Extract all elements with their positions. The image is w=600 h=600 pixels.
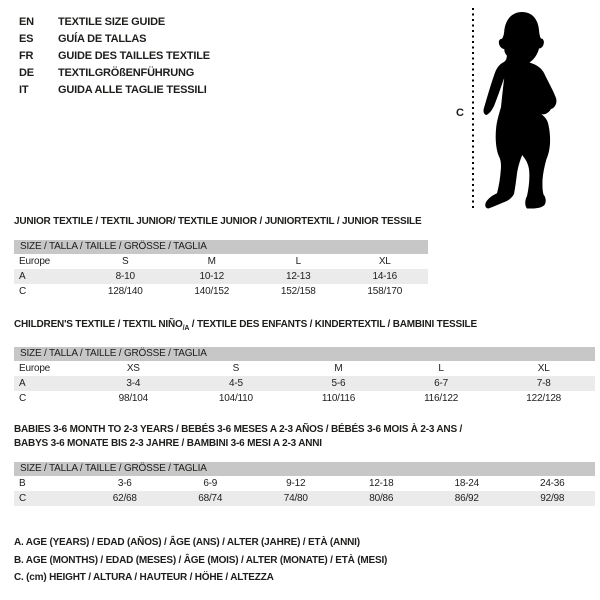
table-size-header: SIZE / TALLA / TAILLE / GRÖSSE / TAGLIA [14, 347, 595, 361]
row-label: B [19, 478, 26, 489]
size-value-cell: XS [126, 363, 140, 374]
section-title-segment: BABYS 3-6 MONATE BIS 2-3 JAHRE / BAMBINI 3-6 MESI A 2-3 ANNI [14, 438, 322, 449]
size-value-cell: 7-8 [536, 378, 551, 389]
language-guide-title: GUÍA DE TALLAS [58, 33, 147, 45]
table-size-header: SIZE / TALLA / TAILLE / GRÖSSE / TAGLIA [14, 462, 595, 476]
size-value-cell: 4-5 [228, 378, 243, 389]
language-guide-title: GUIDE DES TAILLES TEXTILE [58, 50, 210, 62]
legend-line: C. (cm) HEIGHT / ALTURA / HAUTEUR / HÖHE / ALTEZZA [14, 572, 274, 583]
row-label: C [19, 393, 27, 404]
section-title-segment: / TEXTILE DES ENFANTS / KINDERTEXTIL / BAMBINI TESSILE [189, 319, 477, 330]
legend-line: B. AGE (MONTHS) / EDAD (MESES) / ÂGE (MOIS) / ALTER (MONATE) / ETÀ (MESI) [14, 554, 388, 566]
size-value-cell: M [334, 363, 343, 374]
size-value-cell: 104/110 [218, 393, 253, 404]
measurement-legend [14, 534, 387, 587]
language-code: EN [19, 16, 34, 28]
language-row [19, 65, 210, 82]
section-title-line [14, 423, 595, 437]
size-value-cell: 18-24 [454, 478, 480, 489]
baby-silhouette-icon [481, 8, 569, 210]
size-value-cell: 10-12 [199, 271, 225, 282]
row-label: C [19, 286, 27, 297]
language-code: IT [19, 84, 29, 96]
language-guide-title: TEXTILE SIZE GUIDE [58, 16, 166, 28]
section-title [14, 215, 428, 229]
language-code: ES [19, 33, 34, 45]
size-value-cell: 12-13 [285, 271, 311, 282]
size-value-cell: 86/92 [454, 493, 479, 504]
size-value-cell: 98/104 [118, 393, 148, 404]
size-value-cell: 92/98 [540, 493, 565, 504]
size-value-cell: 24-36 [539, 478, 565, 489]
size-table [14, 462, 595, 506]
language-guide-title: TEXTILGRÖßENFÜHRUNG [58, 67, 195, 79]
size-table-section [14, 318, 595, 406]
section-title-segment: /A [182, 325, 190, 332]
table-row [14, 476, 595, 491]
section-title-segment: BABIES 3-6 MONTH TO 2-3 YEARS / BEBÉS 3-6 MESES A 2-3 AÑOS / BÉBÉS 3-6 MOIS À 2-3 ANS / [14, 424, 463, 435]
language-row [19, 14, 210, 31]
language-row [19, 31, 210, 48]
table-size-header: SIZE / TALLA / TAILLE / GRÖSSE / TAGLIA [14, 240, 428, 254]
row-label: Europe [19, 363, 51, 374]
section-title-segment: CHILDREN'S TEXTILE / TEXTIL NIÑO [14, 319, 183, 330]
size-table [14, 240, 428, 299]
table-row [14, 491, 595, 506]
row-label: A [19, 271, 26, 282]
size-table-section [14, 423, 595, 506]
size-value-cell: 5-6 [331, 378, 346, 389]
language-guide-title: GUIDA ALLE TAGLIE TESSILI [58, 84, 207, 96]
size-value-cell: 12-18 [368, 478, 394, 489]
language-list [19, 14, 210, 99]
size-value-cell: 140/152 [194, 286, 230, 297]
size-value-cell: 3-6 [117, 478, 132, 489]
height-label: C [456, 107, 464, 119]
size-table-section [14, 215, 428, 299]
size-value-cell: 6-7 [434, 378, 448, 389]
table-row [14, 269, 428, 284]
section-title [14, 423, 595, 451]
size-value-cell: 158/170 [367, 286, 403, 297]
size-value-cell: 110/116 [321, 393, 356, 404]
language-code: DE [19, 67, 34, 79]
size-value-cell: 80/86 [369, 493, 394, 504]
language-row [19, 48, 210, 65]
size-value-cell: M [207, 256, 216, 267]
height-dotted-line [472, 8, 474, 208]
section-title-segment: JUNIOR TEXTILE / TEXTIL JUNIOR/ TEXTILE JUNIOR / JUNIORTEXTIL / JUNIOR TESSILE [14, 216, 422, 227]
size-value-cell: XL [378, 256, 391, 267]
size-value-cell: 152/158 [280, 286, 316, 297]
size-value-cell: S [232, 363, 240, 374]
baby-figure [450, 5, 590, 217]
size-value-cell: 68/74 [198, 493, 223, 504]
row-label: C [19, 493, 27, 504]
size-value-cell: 14-16 [372, 271, 398, 282]
section-title-line [14, 437, 595, 451]
row-label: Europe [19, 256, 51, 267]
size-value-cell: 6-9 [203, 478, 218, 489]
table-row [14, 254, 428, 269]
size-table [14, 347, 595, 406]
size-value-cell: 122/128 [526, 393, 562, 404]
size-value-cell: 116/122 [424, 393, 459, 404]
size-value-cell: 62/68 [112, 493, 137, 504]
size-value-cell: 128/140 [107, 286, 143, 297]
size-value-cell: 3-4 [126, 378, 141, 389]
size-value-cell: 8-10 [115, 271, 135, 282]
table-row [14, 361, 595, 376]
size-value-cell: L [438, 363, 444, 374]
row-label: A [19, 378, 26, 389]
legend-line: A. AGE (YEARS) / EDAD (AÑOS) / ÂGE (ANS) / ALTER (JAHRE) / ETÀ (ANNI) [14, 537, 360, 548]
table-row [14, 391, 595, 406]
language-row [19, 82, 210, 99]
table-row [14, 376, 595, 391]
size-value-cell: 9-12 [286, 478, 306, 489]
language-code: FR [19, 50, 34, 62]
section-title-line [14, 318, 595, 336]
size-value-cell: S [122, 256, 129, 267]
table-row [14, 284, 428, 299]
size-value-cell: 74/80 [283, 493, 308, 504]
size-value-cell: L [295, 256, 301, 267]
size-value-cell: XL [537, 363, 550, 374]
section-title [14, 318, 595, 336]
section-title-line [14, 215, 428, 229]
